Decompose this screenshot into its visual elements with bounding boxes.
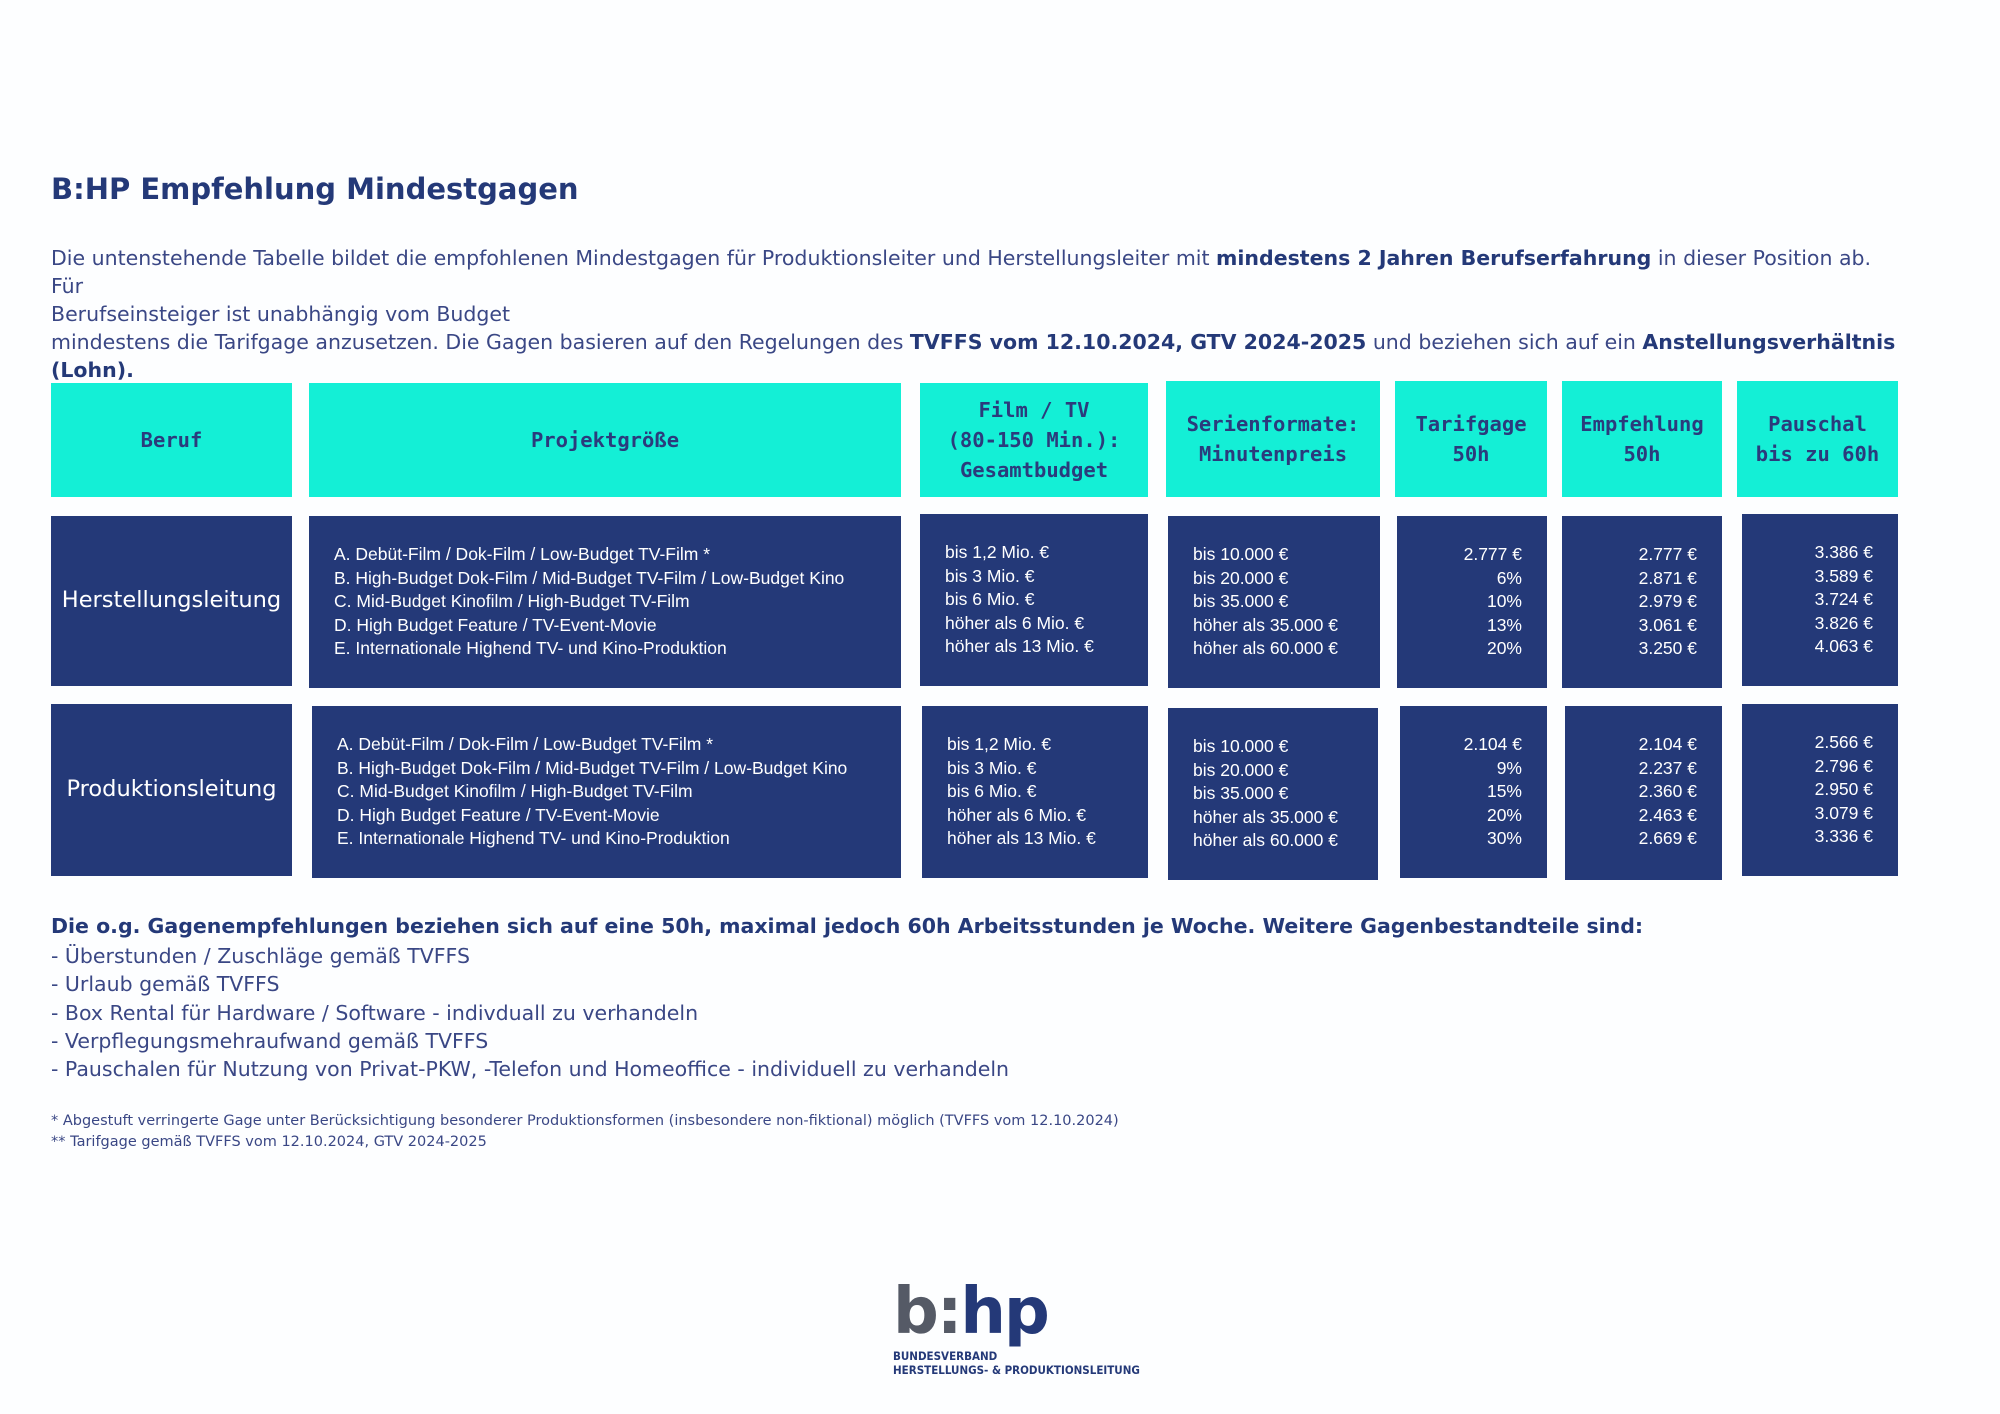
row2-tarif	[1400, 706, 1547, 878]
footer-bullet-list	[51, 942, 1009, 1083]
row1-projekt-a: A. Debüt-Film / Dok-Film / Low-Budget TV-Film *	[334, 544, 711, 564]
header-empf-line2: 50h	[1623, 442, 1661, 466]
row2-empf-c: 2.360 €	[1638, 781, 1697, 801]
page-title: B:HP Empfehlung Mindestgagen	[51, 172, 579, 206]
row2-projekt-b: B. High-Budget Dok-Film / Mid-Budget TV-Film / Low-Budget Kino	[337, 757, 848, 778]
row1-serie	[1168, 516, 1380, 688]
row1-film-b: bis 3 Mio. €	[945, 565, 1035, 586]
intro-line3-b: TVFFS vom 12.10.2024, GTV 2024-2025	[909, 330, 1367, 354]
row2-serie-b: bis 20.000 €	[1193, 759, 1289, 780]
row1-empf-c: 2.979 €	[1638, 591, 1697, 611]
row1-pausch-a: 3.386 €	[1814, 542, 1873, 562]
row1-empf	[1562, 516, 1722, 688]
intro-line3-a: mindestens die Tarifgage anzusetzen. Die Gagen basieren auf den Regelungen des	[51, 330, 910, 354]
footnotes	[51, 1111, 1119, 1153]
row2-projekt-a: A. Debüt-Film / Dok-Film / Low-Budget TV-Film *	[337, 734, 714, 754]
row2-serie-e: höher als 60.000 €	[1193, 830, 1338, 850]
footnote: ** Tarifgage gemäß TVFFS vom 12.10.2024, GTV 2024-2025	[51, 1134, 487, 1150]
header-pausch	[1737, 381, 1898, 497]
row1-tarif-e: 20%	[1486, 638, 1522, 658]
row2-pausch	[1742, 704, 1898, 876]
row2-pausch-d: 3.079 €	[1814, 802, 1873, 823]
row1-projekt-c: C. Mid-Budget Kinofilm / High-Budget TV-Film	[334, 591, 690, 611]
row2-film-e: höher als 13 Mio. €	[947, 828, 1096, 848]
footer-summary: Die o.g. Gagenempfehlungen beziehen sich auf eine 50h, maximal jedoch 60h Arbeitsstunden je Woche. Weitere Gagenbestandteile sind:	[51, 914, 1644, 938]
row2-serie-d: höher als 35.000 €	[1193, 806, 1338, 827]
header-beruf-label: Beruf	[140, 428, 203, 452]
footer-bullet: - Box Rental für Hardware / Software - indivduall zu verhandeln	[51, 1000, 699, 1025]
row2-film-c: bis 6 Mio. €	[947, 781, 1037, 801]
header-serie-line2: Minutenpreis	[1198, 442, 1348, 466]
row1-pausch-b: 3.589 €	[1814, 565, 1873, 586]
row1-film-c: bis 6 Mio. €	[945, 589, 1035, 609]
header-serie-line1: Serienformate:	[1186, 412, 1360, 436]
row1-tarif-c: 10%	[1486, 591, 1522, 611]
row1-film-e: höher als 13 Mio. €	[945, 636, 1094, 656]
logo-subtitle	[893, 1349, 1140, 1377]
intro-line2: Berufseinsteiger ist unabhängig vom Budget	[51, 302, 511, 326]
row1-pausch	[1742, 514, 1898, 686]
logo-sub-line1: BUNDESVERBAND	[893, 1349, 998, 1363]
row2-tarif-c: 15%	[1486, 781, 1522, 801]
row1-tarif-a: 2.777 €	[1463, 544, 1522, 564]
row2-empf	[1565, 706, 1722, 880]
row2-pausch-b: 2.796 €	[1814, 755, 1873, 776]
header-film	[920, 383, 1148, 497]
row2-empf-a: 2.104 €	[1638, 734, 1697, 754]
row1-serie-a: bis 10.000 €	[1193, 544, 1289, 564]
header-projekt-label: Projektgröße	[530, 428, 680, 452]
row2-empf-d: 2.463 €	[1638, 804, 1697, 825]
row2-tarif-d: 20%	[1486, 804, 1522, 825]
header-beruf	[51, 383, 292, 497]
intro-line1-b: mindestens 2 Jahren Berufserfahrung	[1216, 246, 1652, 270]
row2-serie	[1168, 708, 1378, 880]
row1-pausch-e: 4.063 €	[1814, 636, 1873, 656]
logo-mark	[893, 1275, 1048, 1349]
header-tarif-line2: 50h	[1452, 442, 1490, 466]
footer-bullet: - Verpflegungsmehraufwand gemäß TVFFS	[51, 1028, 489, 1053]
footer-bullet: - Überstunden / Zuschläge gemäß TVFFS	[51, 944, 470, 968]
intro-line1-c: in dieser Position ab. Für	[51, 246, 1872, 298]
header-film-line3: Gesamtbudget	[959, 458, 1109, 482]
header-serie	[1166, 381, 1380, 497]
row1-beruf	[51, 516, 292, 686]
row2-pausch-e: 3.336 €	[1814, 826, 1873, 846]
row2-empf-e: 2.669 €	[1638, 828, 1697, 848]
footer-bullet: - Pauschalen für Nutzung von Privat-PKW, -Telefon und Homeoffice - individuell zu verhandeln	[51, 1057, 1010, 1082]
row1-serie-e: höher als 60.000 €	[1193, 638, 1338, 658]
row2-beruf	[51, 704, 292, 876]
row1-projekt-e: E. Internationale Highend TV- und Kino-Produktion	[334, 638, 727, 658]
footnote: * Abgestuft verringerte Gage unter Berücksichtigung besonderer Produktionsformen (insbesondere non-fiktional) möglich (TVFFS vom 12.10.2024)	[51, 1113, 1119, 1129]
header-film-line1: Film / TV	[978, 398, 1090, 422]
row1-beruf-label: Herstellungsleitung	[61, 587, 282, 614]
row2-pausch-a: 2.566 €	[1814, 732, 1873, 752]
row1-serie-d: höher als 35.000 €	[1193, 614, 1338, 635]
row2-projekt	[312, 706, 901, 878]
header-empf	[1562, 381, 1722, 497]
row2-serie-a: bis 10.000 €	[1193, 736, 1289, 756]
intro-line1-a: Die untenstehende Tabelle bildet die empfohlenen Mindestgagen für Produktionsleiter und Herstellungsleiter mit	[51, 246, 1217, 270]
intro-text	[51, 244, 1901, 384]
bhp-logo	[893, 1275, 1140, 1380]
footer-bullet: - Urlaub gemäß TVFFS	[51, 972, 280, 997]
row2-tarif-a: 2.104 €	[1463, 734, 1522, 754]
header-tarif-line1: Tarifgage	[1415, 412, 1527, 436]
row2-tarif-b: 9%	[1496, 757, 1522, 778]
row2-film	[922, 706, 1148, 878]
row2-serie-c: bis 35.000 €	[1193, 783, 1289, 803]
logo-sub-line2: HERSTELLUNGS- & PRODUKTIONSLEITUNG	[893, 1363, 1140, 1377]
row1-empf-a: 2.777 €	[1638, 544, 1697, 564]
logo-b: b	[893, 1275, 937, 1349]
row1-pausch-d: 3.826 €	[1814, 612, 1873, 633]
intro-line3-d: Anstellungsverhältnis (Lohn).	[51, 330, 1896, 382]
row1-empf-d: 3.061 €	[1638, 614, 1697, 635]
header-pausch-line2: bis zu 60h	[1755, 442, 1880, 466]
header-projekt	[309, 383, 901, 497]
row1-film-d: höher als 6 Mio. €	[945, 612, 1085, 633]
header-film-line2: (80-150 Min.):	[947, 428, 1121, 452]
logo-colon: :	[936, 1275, 961, 1349]
row2-projekt-d: D. High Budget Feature / TV-Event-Movie	[337, 804, 660, 825]
row1-pausch-c: 3.724 €	[1814, 589, 1873, 609]
header-tarif	[1395, 381, 1547, 497]
row1-serie-c: bis 35.000 €	[1193, 591, 1289, 611]
row1-film-a: bis 1,2 Mio. €	[945, 542, 1050, 562]
row1-empf-b: 2.871 €	[1638, 567, 1697, 588]
row1-projekt-d: D. High Budget Feature / TV-Event-Movie	[334, 614, 657, 635]
row2-pausch-c: 2.950 €	[1814, 779, 1873, 799]
row2-film-a: bis 1,2 Mio. €	[947, 734, 1052, 754]
header-empf-line1: Empfehlung	[1580, 412, 1704, 436]
row2-projekt-e: E. Internationale Highend TV- und Kino-Produktion	[337, 828, 730, 848]
row1-projekt-b: B. High-Budget Dok-Film / Mid-Budget TV-Film / Low-Budget Kino	[334, 567, 845, 588]
row2-empf-b: 2.237 €	[1638, 757, 1697, 778]
header-pausch-line1: Pauschal	[1768, 412, 1867, 436]
row1-tarif	[1397, 516, 1547, 688]
row1-projekt	[309, 516, 901, 688]
row1-film	[920, 514, 1148, 686]
row2-projekt-c: C. Mid-Budget Kinofilm / High-Budget TV-Film	[337, 781, 693, 801]
intro-line3-c: und beziehen sich auf ein	[1366, 330, 1643, 354]
row1-tarif-d: 13%	[1486, 614, 1522, 635]
row1-tarif-b: 6%	[1496, 567, 1522, 588]
row1-serie-b: bis 20.000 €	[1193, 567, 1289, 588]
row2-beruf-label: Produktionsleitung	[66, 776, 277, 803]
row2-tarif-e: 30%	[1486, 828, 1522, 848]
row2-film-b: bis 3 Mio. €	[947, 757, 1037, 778]
logo-hp: hp	[960, 1275, 1048, 1349]
row1-empf-e: 3.250 €	[1638, 638, 1697, 658]
row2-film-d: höher als 6 Mio. €	[947, 804, 1087, 825]
